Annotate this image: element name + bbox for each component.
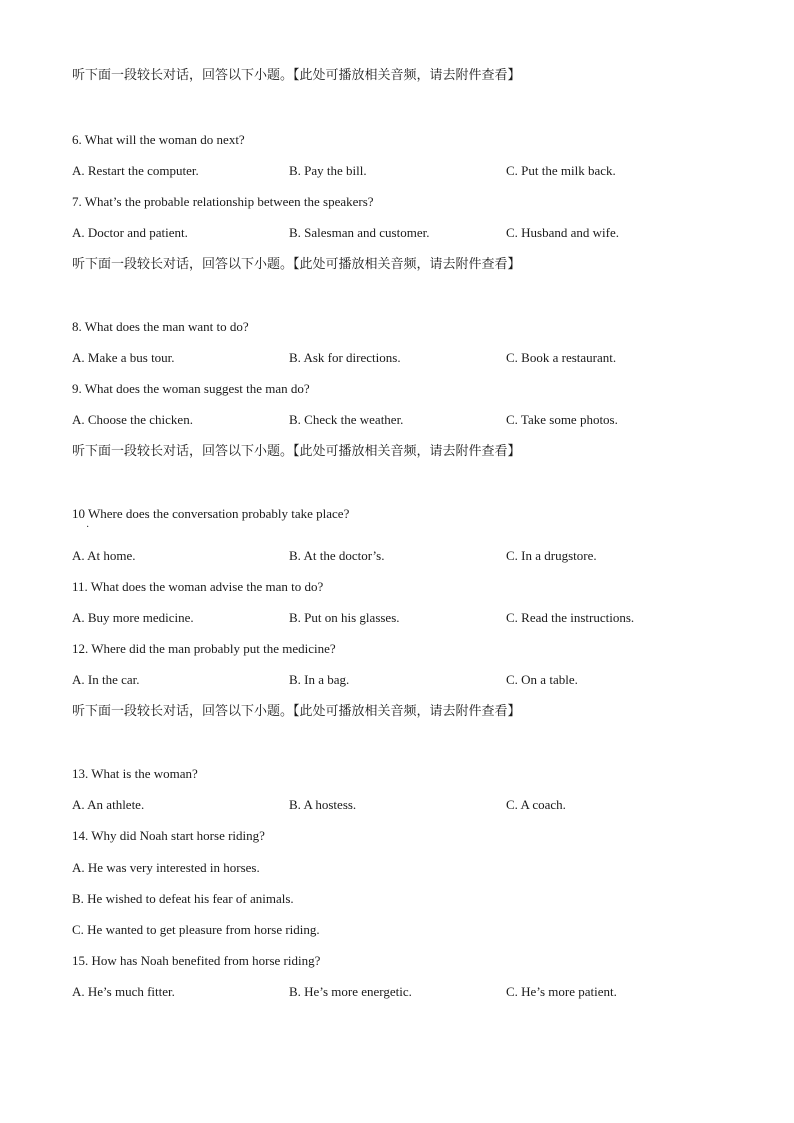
section-instruction-4: 听下面一段较长对话，回答以下小题。【此处可播放相关音频，请去附件查看】 (72, 704, 521, 719)
q9-option-a: A. Choose the chicken. (72, 412, 193, 427)
q13-option-b: B. A hostess. (289, 797, 357, 812)
q12-option-b: B. In a bag. (289, 672, 350, 687)
question-11: 11. What does the woman advise the man to do? (72, 579, 324, 594)
q14-option-c: C. He wanted to get pleasure from horse riding. (72, 922, 320, 937)
q15-option-c: C. He’s more patient. (506, 984, 617, 999)
q8-option-b: B. Ask for directions. (289, 350, 401, 365)
q7-option-c: C. Husband and wife. (506, 225, 620, 240)
q13-option-a: A. An athlete. (72, 797, 145, 812)
q7-option-a: A. Doctor and patient. (72, 225, 188, 240)
q6-option-c: C. Put the milk back. (506, 163, 616, 178)
section-instruction-3: 听下面一段较长对话，回答以下小题。【此处可播放相关音频，请去附件查看】 (72, 444, 521, 459)
q7-option-b: B. Salesman and customer. (289, 225, 430, 240)
question-9: 9. What does the woman suggest the man do? (72, 381, 310, 396)
question-8: 8. What does the man want to do? (72, 319, 249, 334)
q12-option-c: C. On a table. (506, 672, 578, 687)
question-6: 6. What will the woman do next? (72, 132, 245, 147)
q10-option-c: C. In a drugstore. (506, 548, 597, 563)
q11-option-a: A. Buy more medicine. (72, 610, 194, 625)
q8-option-a: A. Make a bus tour. (72, 350, 175, 365)
q10-option-b: B. At the doctor’s. (289, 548, 385, 563)
section-instruction-1: 听下面一段较长对话，回答以下小题。【此处可播放相关音频，请去附件查看】 (72, 68, 521, 83)
question-13: 13. What is the woman? (72, 766, 198, 781)
question-14: 14. Why did Noah start horse riding? (72, 828, 265, 843)
q9-option-b: B. Check the weather. (289, 412, 404, 427)
q15-option-b: B. He’s more energetic. (289, 984, 412, 999)
q11-option-b: B. Put on his glasses. (289, 610, 400, 625)
q11-option-c: C. Read the instructions. (506, 610, 635, 625)
section-instruction-2: 听下面一段较长对话，回答以下小题。【此处可播放相关音频，请去附件查看】 (72, 257, 521, 272)
question-7: 7. What’s the probable relationship between the speakers? (72, 194, 374, 209)
q14-option-b: B. He wished to defeat his fear of animals. (72, 891, 294, 906)
q9-option-c: C. Take some photos. (506, 412, 618, 427)
question-10: 10 Where does the conversation probably take place? (72, 506, 350, 521)
q6-option-b: B. Pay the bill. (289, 163, 367, 178)
q10-option-a: A. At home. (72, 548, 136, 563)
q13-option-c: C. A coach. (506, 797, 566, 812)
q14-option-a: A. He was very interested in horses. (72, 860, 260, 875)
q12-option-a: A. In the car. (72, 672, 140, 687)
q8-option-c: C. Book a restaurant. (506, 350, 617, 365)
question-15: 15. How has Noah benefited from horse riding? (72, 953, 321, 968)
q15-option-a: A. He’s much fitter. (72, 984, 175, 999)
question-12: 12. Where did the man probably put the medicine? (72, 641, 336, 656)
q6-option-a: A. Restart the computer. (72, 163, 199, 178)
stray-dot-mark: · (86, 522, 90, 533)
